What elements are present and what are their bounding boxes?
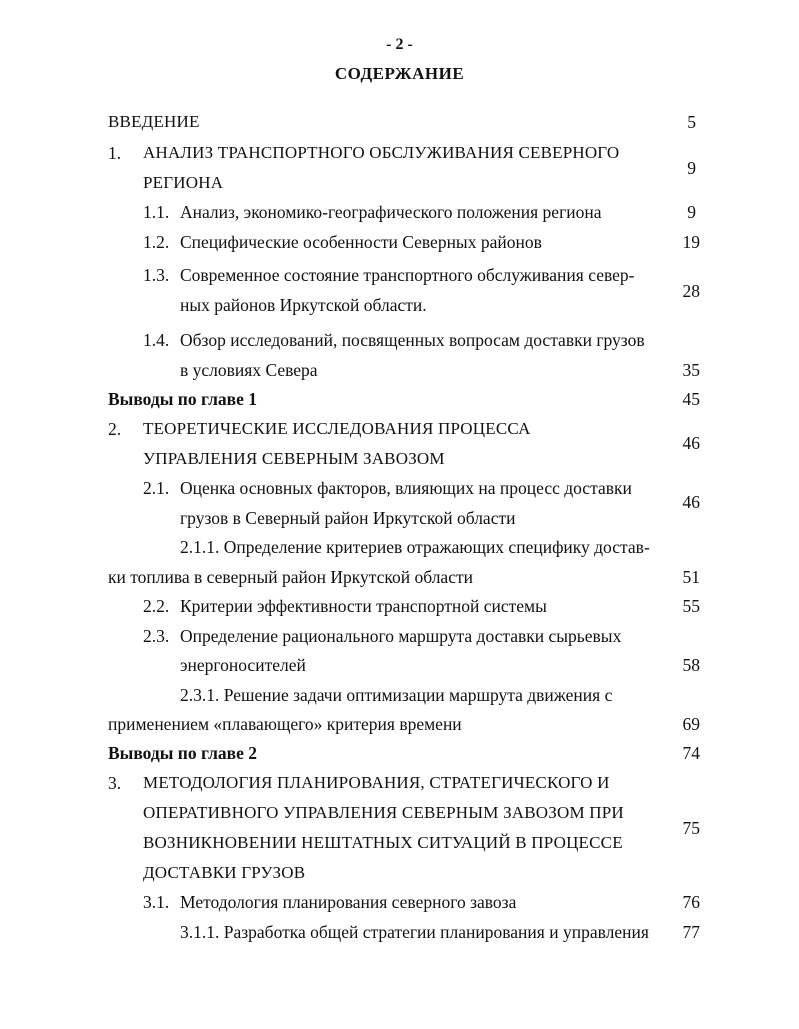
- toc-ch1-title-line1: АНАЛИЗ ТРАНСПОРТНОГО ОБСЛУЖИВАНИЯ СЕВЕРНОГО: [143, 143, 620, 162]
- toc-conclusions-ch2-page: 74: [682, 743, 700, 763]
- toc-ch3-number: 3.: [108, 773, 122, 793]
- toc-conclusions-ch1-page: 45: [682, 389, 700, 409]
- toc-s1-2-page: 19: [682, 232, 700, 252]
- toc-s1-3-title-line1: Современное состояние транспортного обслуживания север-: [180, 265, 635, 285]
- toc-s1-4-title-line1: Обзор исследований, посвященных вопросам доставки грузов: [180, 330, 645, 350]
- toc-ch3-title-line1: МЕТОДОЛОГИЯ ПЛАНИРОВАНИЯ, СТРАТЕГИЧЕСКОГО И: [143, 773, 610, 792]
- toc-s1-3-title-line2: ных районов Иркутской области.: [180, 295, 427, 315]
- toc-ch2-page: 46: [682, 433, 700, 453]
- toc-s1-3-page: 28: [682, 281, 700, 301]
- toc-s2-2-title: Критерии эффективности транспортной системы: [180, 596, 547, 616]
- page-number: - 2 -: [386, 36, 413, 53]
- toc-ch3-page: 75: [682, 818, 700, 838]
- toc-s2-1-1-page: 51: [682, 567, 700, 587]
- toc-s3-1-title: Методология планирования северного завоза: [180, 892, 517, 912]
- toc-s2-1-title-line1: Оценка основных факторов, влияющих на процесс доставки: [180, 478, 632, 498]
- toc-conclusions-ch1-label: Выводы по главе 1: [108, 389, 257, 409]
- toc-s1-4-number: 1.4.: [143, 330, 170, 350]
- toc-s2-3-1-title-line1: 2.3.1. Решение задачи оптимизации маршрута движения с: [180, 685, 613, 705]
- page-title: СОДЕРЖАНИЕ: [334, 64, 465, 83]
- toc-ch1-title-line2: РЕГИОНА: [143, 173, 224, 192]
- toc-s2-2-page: 55: [682, 596, 700, 616]
- toc-s2-1-1-title-line2: ки топлива в северный район Иркутской области: [108, 567, 473, 587]
- toc-s2-1-1-title-line1: 2.1.1. Определение критериев отражающих специфику достав-: [180, 537, 650, 557]
- toc-intro-page: 5: [687, 112, 696, 132]
- toc-ch3-title-line2: ОПЕРАТИВНОГО УПРАВЛЕНИЯ СЕВЕРНЫМ ЗАВОЗОМ ПРИ: [143, 803, 624, 822]
- toc-ch2-title-line1: ТЕОРЕТИЧЕСКИЕ ИССЛЕДОВАНИЯ ПРОЦЕССА: [143, 419, 531, 438]
- toc-s1-1-page: 9: [687, 202, 696, 222]
- toc-ch3-title-line4: ДОСТАВКИ ГРУЗОВ: [143, 863, 306, 882]
- toc-ch1-page: 9: [687, 158, 696, 178]
- toc-s2-3-1-title-line2: применением «плавающего» критерия времени: [108, 714, 462, 734]
- toc-s2-1-number: 2.1.: [143, 478, 170, 498]
- toc-s2-1-page: 46: [682, 492, 700, 512]
- toc-s1-3-number: 1.3.: [143, 265, 170, 285]
- toc-s3-1-page: 76: [682, 892, 700, 912]
- toc-s3-1-number: 3.1.: [143, 892, 170, 912]
- toc-s2-3-title-line2: энергоносителей: [180, 655, 306, 675]
- toc-intro-label: ВВЕДЕНИЕ: [108, 112, 200, 131]
- toc-s3-1-1-page: 77: [682, 922, 700, 942]
- toc-s2-3-number: 2.3.: [143, 626, 170, 646]
- toc-s1-1-number: 1.1.: [143, 202, 170, 222]
- toc-s2-3-page: 58: [682, 655, 700, 675]
- toc-conclusions-ch2-label: Выводы по главе 2: [108, 743, 257, 763]
- toc-s2-2-number: 2.2.: [143, 596, 170, 616]
- toc-ch2-number: 2.: [108, 419, 122, 439]
- toc-s1-1-title: Анализ, экономико-географического положения региона: [180, 202, 602, 222]
- toc-ch2-title-line2: УПРАВЛЕНИЯ СЕВЕРНЫМ ЗАВОЗОМ: [143, 449, 445, 468]
- toc-s3-1-1-title: 3.1.1. Разработка общей стратегии планирования и управления: [180, 922, 649, 942]
- toc-s1-2-number: 1.2.: [143, 232, 170, 252]
- toc-ch1-number: 1.: [108, 143, 122, 163]
- toc-s2-3-1-page: 69: [682, 714, 700, 734]
- toc-s1-4-page: 35: [682, 360, 700, 380]
- toc-ch3-title-line3: ВОЗНИКНОВЕНИИ НЕШТАТНЫХ СИТУАЦИЙ В ПРОЦЕССЕ: [143, 833, 623, 852]
- toc-s2-1-title-line2: грузов в Северный район Иркутской области: [180, 508, 516, 528]
- toc-s1-2-title: Специфические особенности Северных районов: [180, 232, 542, 252]
- toc-s2-3-title-line1: Определение рационального маршрута доставки сырьевых: [180, 626, 622, 646]
- toc-s1-4-title-line2: в условиях Севера: [180, 360, 318, 380]
